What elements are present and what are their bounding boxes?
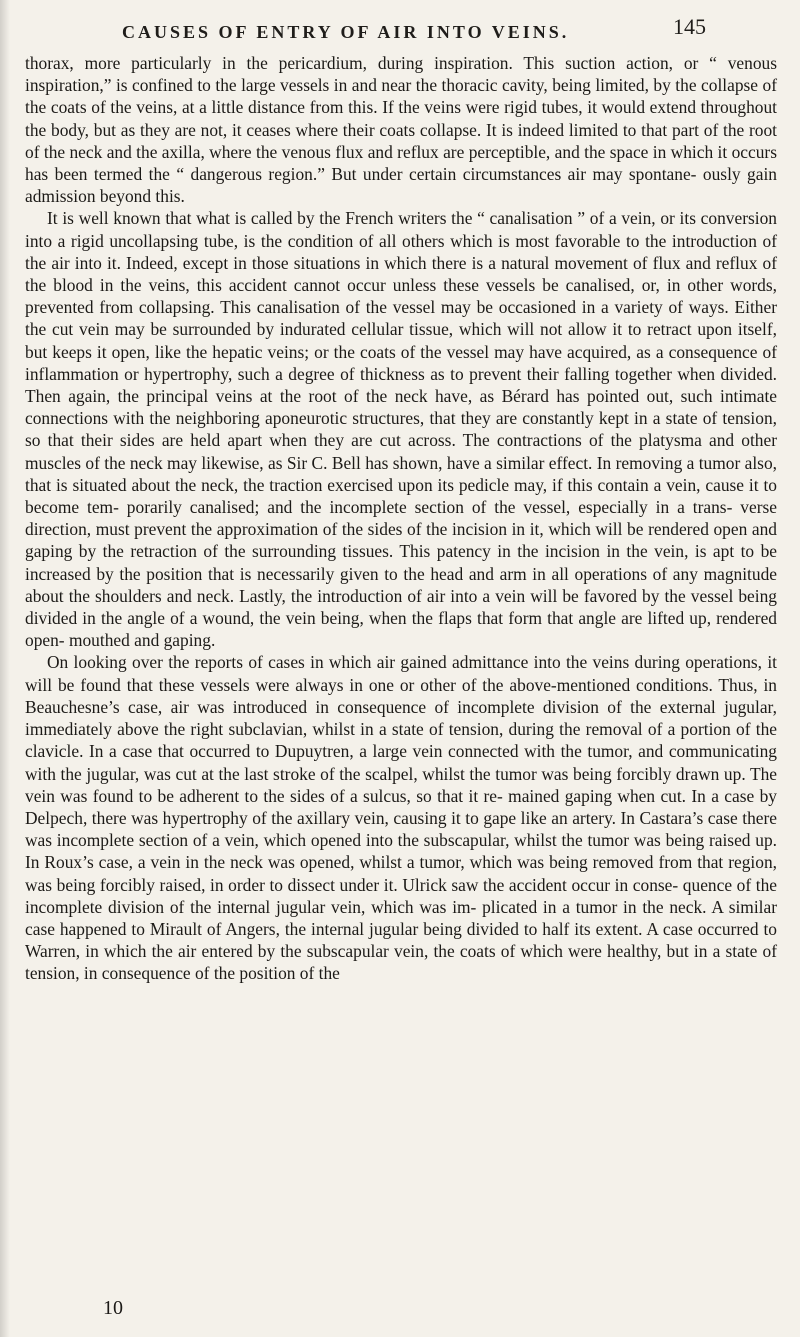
paragraph-3: On looking over the reports of cases in which air gained admittance into the veins during operations, it will be found that these vessels were always in one or other of the above-mentioned conditions. Thus, in Beauchesne’s case, air was introduced in consequence of incomplete division of the external jugular, immediately above the right subclavian, whilst in a state of tension, during the removal of a portion of the clavicle. In a case that occurred to Dupuytren, a large vein connected with the tumor, and communicating with the jugular, was cut at the last stroke of the scalpel, whilst the tumor was being forcibly drawn up. The vein was found to be adherent to the sides of a sulcus, so that it re- mained gaping when cut. In a case by Delpech, there was hypertrophy of the axillary vein, causing it to gape like an artery. In Castara’s case there was incomplete section of a vein, which opened into the subscapular, whilst the tumor was being raised up. In Roux’s case, a vein in the neck was opened, whilst a tumor, which was being removed from that region, was being forcibly raised, in order to dissect under it. Ulrick saw the accident occur in conse- quence of the incomplete division of the internal jugular vein, which was im- plicated in a tumor in the neck. A similar case happened to Mirault of Angers, the internal jugular being divided to half its extent. A case occurred to Warren, in which the air entered by the subscapular vein, the coats of which were healthy, but in a state of tension, in consequence of the position of the [25, 652, 777, 984]
signature-mark: 10 [103, 1297, 123, 1319]
body-text [25, 52, 777, 985]
page-header [100, 14, 706, 44]
page-edge-shadow [0, 0, 10, 1337]
page-number: 145 [673, 14, 706, 39]
paragraph-2: It is well known that what is called by the French writers the “ canalisation ” of a vein, or its conversion into a rigid uncollapsing tube, is the condition of all others which is most favorable to the introduction of the air into it. Indeed, except in those situations in which there is a natural movement of flux and reflux of the blood in the veins, this accident cannot occur unless these vessels be canalised, or, in other words, prevented from collapsing. This canalisation of the vessel may be occasioned in a variety of ways. Either the cut vein may be surrounded by indurated cellular tissue, which will not allow it to retract upon itself, but keeps it open, like the hepatic veins; or the coats of the vessel may have acquired, as a consequence of inflammation or hypertrophy, such a degree of thickness as to prevent their falling together when divided. Then again, the principal veins at the root of the neck have, as Bérard has pointed out, such intimate connections with the neighboring aponeurotic structures, that they are constantly kept in a state of tension, so that their sides are held apart when they are cut across. The contractions of the platysma and other muscles of the neck may likewise, as Sir C. Bell has shown, have a similar effect. In removing a tumor also, that is situated about the neck, the traction exercised upon its pedicle may, if this contain a vein, cause it to become tem- porarily canalised; and the incomplete section of the vessel, especially in a trans- verse direction, must prevent the approximation of the sides of the incision in it, which will be rendered open and gaping by the retraction of the surrounding tissues. This patency in the incision in the vein, is apt to be increased by the position that is necessarily given to the head and arm in all operations of any magnitude about the shoulders and neck. Lastly, the introduction of air into a vein will be favored by the vessel being divided in the angle of a wound, the vein being, when the flaps that form that angle are lifted up, rendered open- mouthed and gaping. [25, 208, 777, 651]
running-head: CAUSES OF ENTRY OF AIR INTO VEINS. [122, 22, 570, 42]
paragraph-1: thorax, more particularly in the pericardium, during inspiration. This suction action, or “ venous inspiration,” is confined to the large vessels in and near the thoracic cavity, being limited, by the collapse of the coats of the veins, at a little distance from this. If the veins were rigid tubes, it would extend throughout the body, but as they are not, it ceases where their coats collapse. It is indeed limited to that part of the root of the neck and the axilla, where the venous flux and reflux are perceptible, and the space in which it occurs has been termed the “ dangerous region.” But under certain circumstances air may spontane- ously gain admission beyond this. [25, 53, 777, 207]
